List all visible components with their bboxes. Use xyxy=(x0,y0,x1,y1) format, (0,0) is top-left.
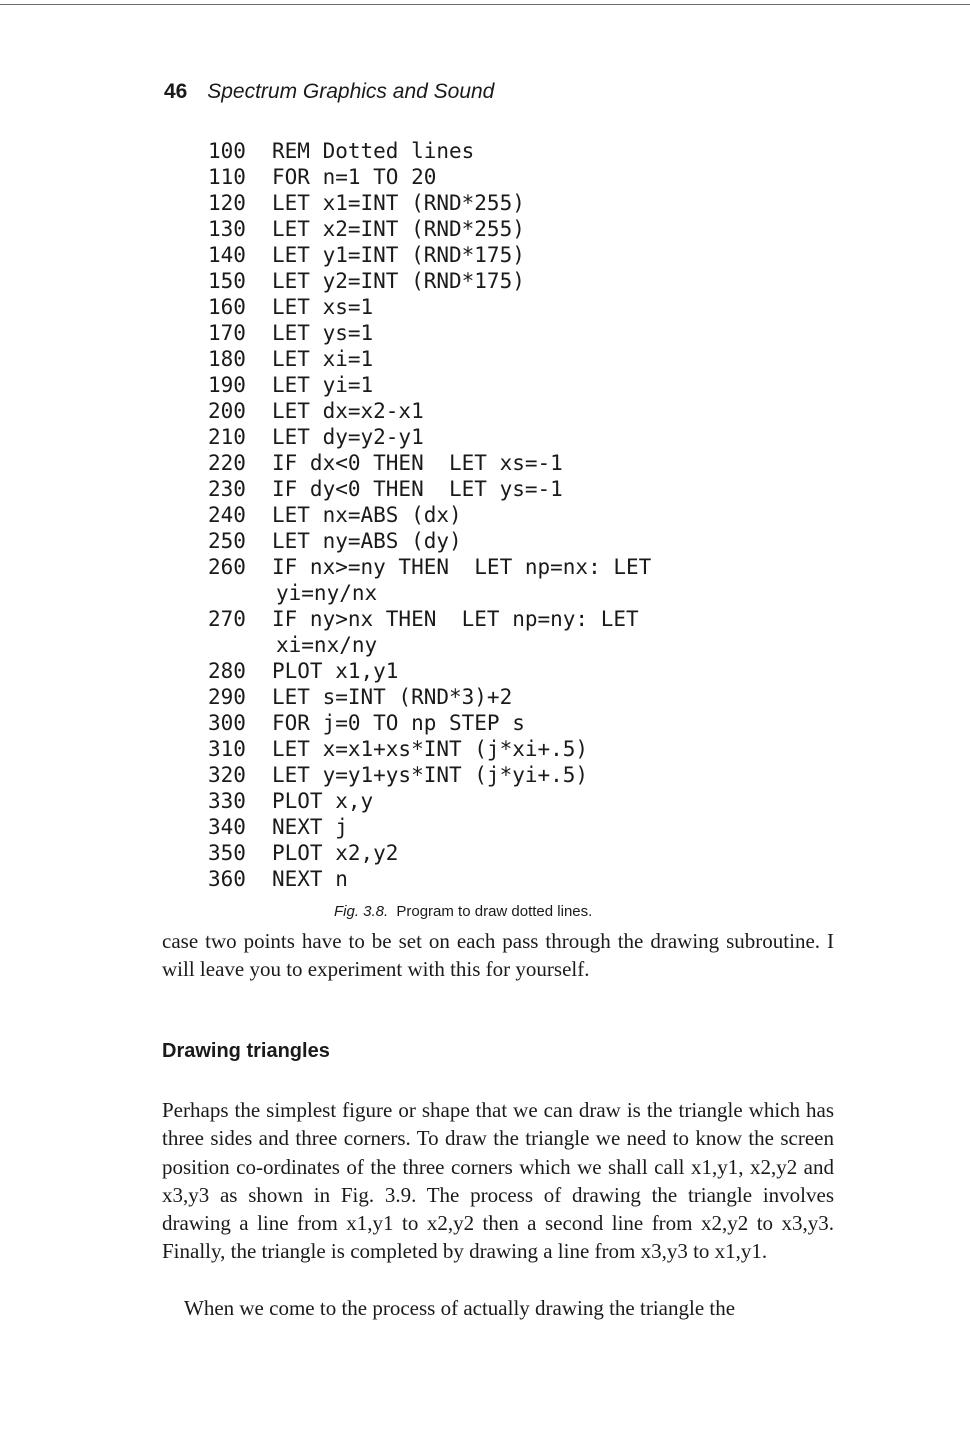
line-number: 310 xyxy=(208,737,246,761)
statement: LET xi=1 xyxy=(272,347,374,371)
line-number: 340 xyxy=(208,815,246,839)
line-number: 120 xyxy=(208,191,246,215)
statement: FOR j=0 TO np STEP s xyxy=(272,711,525,735)
statement: LET y2=INT (RND*175) xyxy=(272,269,525,293)
code-line xyxy=(208,866,828,892)
line-number: 180 xyxy=(208,347,246,371)
line-number: 240 xyxy=(208,503,246,527)
line-number: 140 xyxy=(208,243,246,267)
code-line xyxy=(208,424,828,450)
line-number: 360 xyxy=(208,867,246,891)
top-rule xyxy=(0,4,970,5)
line-number: 270 xyxy=(208,607,246,631)
statement: IF ny>nx THEN LET np=ny: LET xyxy=(272,607,639,631)
figure-caption xyxy=(334,903,592,920)
code-line xyxy=(208,606,828,632)
line-number: 300 xyxy=(208,711,246,735)
book-title: Spectrum Graphics and Sound xyxy=(207,80,495,103)
statement: LET ys=1 xyxy=(272,321,374,345)
line-number: 220 xyxy=(208,451,246,475)
code-line xyxy=(208,268,828,294)
code-line xyxy=(208,242,828,268)
code-line xyxy=(208,658,828,684)
code-line xyxy=(208,788,828,814)
statement: LET x=x1+xs*INT (j*xi+.5) xyxy=(272,737,589,761)
statement: IF dy<0 THEN LET ys=-1 xyxy=(272,477,563,501)
code-continuation xyxy=(208,632,828,658)
statement: LET y1=INT (RND*175) xyxy=(272,243,525,267)
page-number: 46 xyxy=(164,80,188,103)
line-number: 280 xyxy=(208,659,246,683)
statement: NEXT n xyxy=(272,867,348,891)
code-continuation xyxy=(208,580,828,606)
statement: LET ny=ABS (dy) xyxy=(272,529,462,553)
line-number: 350 xyxy=(208,841,246,865)
statement: PLOT x2,y2 xyxy=(272,841,399,865)
statement: xi=nx/ny xyxy=(276,633,378,657)
line-number: 100 xyxy=(208,139,246,163)
code-line xyxy=(208,710,828,736)
statement: LET s=INT (RND*3)+2 xyxy=(272,685,513,709)
statement: NEXT j xyxy=(272,815,348,839)
code-line xyxy=(208,346,828,372)
line-number: 290 xyxy=(208,685,246,709)
line-number: 250 xyxy=(208,529,246,553)
statement: LET y=y1+ys*INT (j*yi+.5) xyxy=(272,763,589,787)
line-number: 160 xyxy=(208,295,246,319)
statement: LET nx=ABS (dx) xyxy=(272,503,462,527)
figure-number: Fig. 3.8. xyxy=(334,903,389,920)
code-line xyxy=(208,476,828,502)
code-line xyxy=(208,138,828,164)
line-number: 110 xyxy=(208,165,246,189)
code-line xyxy=(208,450,828,476)
line-number: 320 xyxy=(208,763,246,787)
code-line xyxy=(208,320,828,346)
statement: IF dx<0 THEN LET xs=-1 xyxy=(272,451,563,475)
line-number: 130 xyxy=(208,217,246,241)
line-number: 150 xyxy=(208,269,246,293)
line-number: 170 xyxy=(208,321,246,345)
statement: IF nx>=ny THEN LET np=nx: LET xyxy=(272,555,652,579)
line-number: 210 xyxy=(208,425,246,449)
code-line xyxy=(208,684,828,710)
code-line xyxy=(208,554,828,580)
line-number: 200 xyxy=(208,399,246,423)
line-number: 190 xyxy=(208,373,246,397)
statement: REM Dotted lines xyxy=(272,139,475,163)
statement: LET x2=INT (RND*255) xyxy=(272,217,525,241)
code-line xyxy=(208,372,828,398)
line-number: 230 xyxy=(208,477,246,501)
statement: LET yi=1 xyxy=(272,373,374,397)
code-line xyxy=(208,294,828,320)
code-line xyxy=(208,528,828,554)
code-line xyxy=(208,762,828,788)
code-line xyxy=(208,736,828,762)
statement: LET dy=y2-y1 xyxy=(272,425,424,449)
paragraph: case two points have to be set on each pass through the drawing subroutine. I will leave you to experiment with this for yourself. xyxy=(162,929,834,982)
statement: LET dx=x2-x1 xyxy=(272,399,424,423)
line-number xyxy=(208,632,272,658)
code-line xyxy=(208,502,828,528)
statement: LET xs=1 xyxy=(272,295,374,319)
running-head xyxy=(164,80,494,104)
statement: PLOT x1,y1 xyxy=(272,659,399,683)
code-line xyxy=(208,164,828,190)
paragraph: When we come to the process of actually drawing the triangle the xyxy=(184,1296,736,1320)
line-number xyxy=(208,580,272,606)
statement: yi=ny/nx xyxy=(276,581,378,605)
code-line xyxy=(208,398,828,424)
paragraph: Perhaps the simplest figure or shape that we can draw is the triangle which has three sides and three corners. To draw the triangle we need to know the screen position co-ordinates of the three corners which we shall call x1,y1, x2,y2 and x3,y3 as shown in Fig. 3.9. The process of drawing the triangle involves drawing a line from x1,y1 to x2,y2 then a second line from x2,y2 to x3,y3. Finally, the triangle is completed by drawing a line from x3,y3 to x1,y1. xyxy=(162,1098,834,1264)
statement: LET x1=INT (RND*255) xyxy=(272,191,525,215)
statement: FOR n=1 TO 20 xyxy=(272,165,437,189)
line-number: 260 xyxy=(208,555,246,579)
statement: PLOT x,y xyxy=(272,789,374,813)
code-line xyxy=(208,216,828,242)
line-number: 330 xyxy=(208,789,246,813)
code-line xyxy=(208,190,828,216)
code-line xyxy=(208,840,828,866)
code-line xyxy=(208,814,828,840)
section-heading: Drawing triangles xyxy=(162,1040,330,1062)
caption-text: Program to draw dotted lines. xyxy=(396,903,593,920)
program-listing xyxy=(208,138,828,892)
